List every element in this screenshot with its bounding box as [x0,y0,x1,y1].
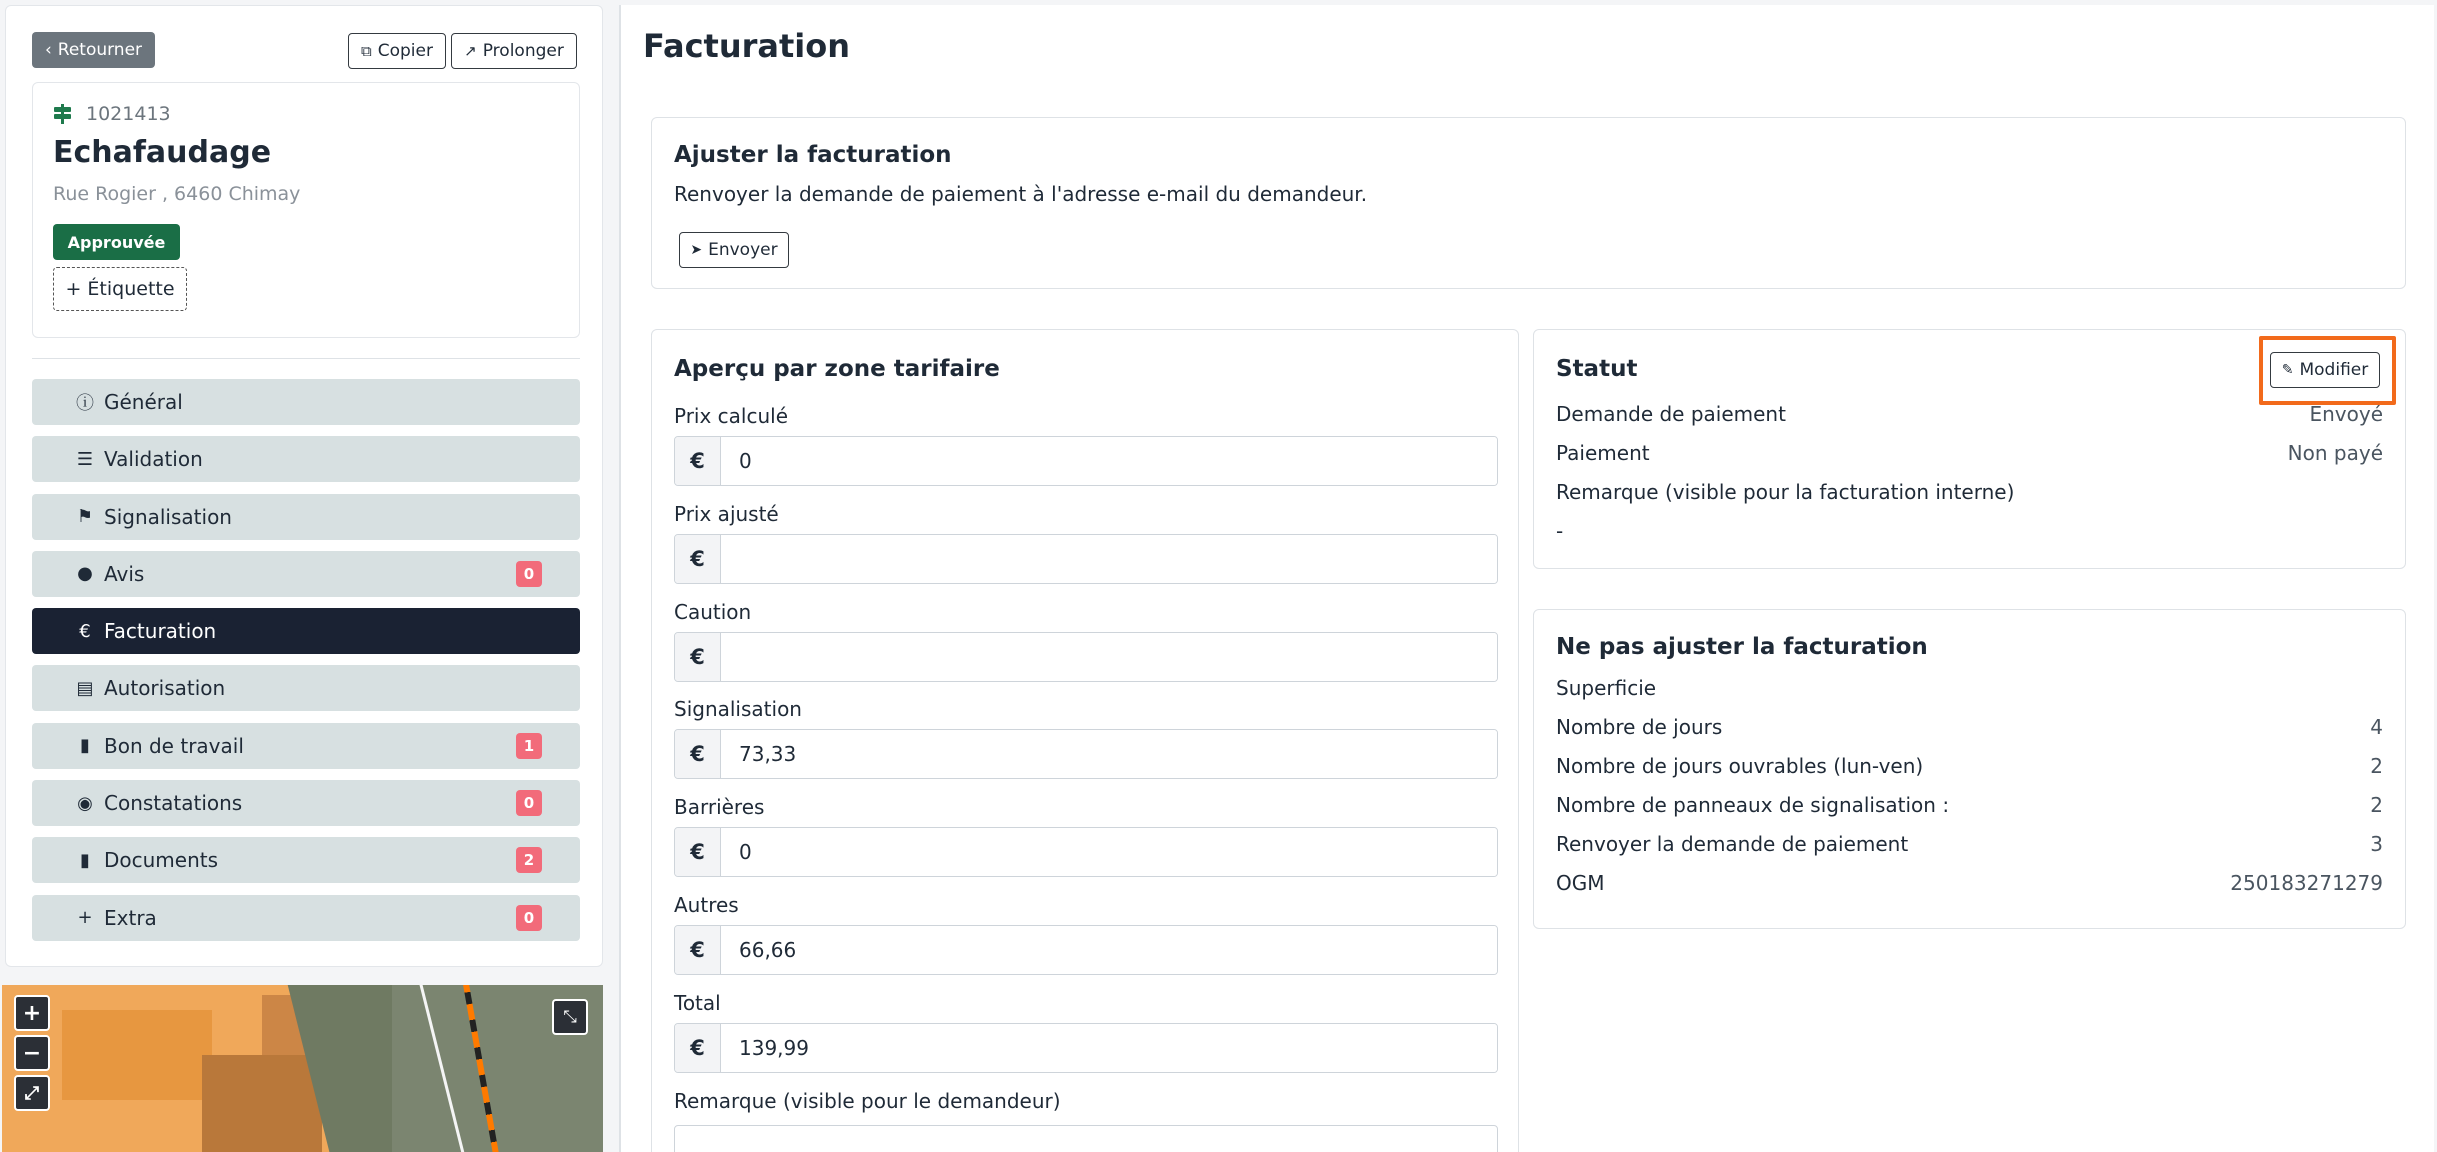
info-row [1556,754,2383,778]
euro-icon: € [675,1024,721,1072]
signpost-icon: ⚑ [76,506,94,528]
euro-icon: € [675,926,721,974]
status-badge: Approuvée [53,224,180,260]
no-adjust-billing-card [1533,609,2406,929]
back-button[interactable] [32,32,155,68]
share-icon: ↗ [464,42,477,60]
info-key: Nombre de jours [1556,715,1723,739]
sidebar-item-general[interactable] [32,379,580,425]
request-panel [5,5,603,967]
map-parcel [202,1055,322,1152]
field-label: Autres [674,893,739,917]
adjust-billing-title: Ajuster la facturation [674,142,952,168]
tariff-zone-title: Aperçu par zone tarifaire [674,356,1000,382]
sidebar-item-label: Général [104,390,183,414]
copy-button[interactable] [348,33,446,69]
info-key: Nombre de jours ouvrables (lun-ven) [1556,754,1924,778]
euro-icon: € [79,620,91,642]
file-check-icon: ▤ [76,677,94,699]
field-label: Barrières [674,795,765,819]
info-row [1556,832,2383,856]
checklist-icon: ☰ [76,448,94,470]
eye-icon: ◉ [77,792,93,814]
count-badge: 2 [516,847,542,873]
highlight-box [2259,336,2396,405]
others-field [674,925,1498,975]
euro-icon: € [675,437,721,485]
info-value: 2 [2370,754,2383,778]
sidebar-item-documents[interactable] [32,837,580,883]
signalisation-field [674,729,1498,779]
chevron-left-icon: ‹ [44,40,52,60]
billing-main [619,5,2434,1152]
deposit-field [674,632,1498,682]
sidebar-item-autorisation[interactable] [32,665,580,711]
info-row [1556,715,2383,739]
location-map[interactable] [2,985,603,1152]
document-icon: ▮ [80,849,90,871]
sidebar-item-validation[interactable] [32,436,580,482]
count-badge: 0 [516,790,542,816]
signalisation-input[interactable] [721,730,1497,778]
field-label: Prix ajusté [674,502,779,526]
copy-button-label: Copier [377,41,433,61]
field-label: Signalisation [674,697,802,721]
barriers-field [674,827,1498,877]
reference-line [53,103,171,125]
deposit-input[interactable] [721,633,1497,681]
sidebar-item-label: Signalisation [104,504,232,529]
send-button[interactable] [679,232,789,268]
map-parcel [62,1010,212,1100]
sidebar-item-bon-de-travail[interactable] [32,723,580,769]
page-title: Facturation [643,27,851,65]
copy-icon: ⧉ [361,42,372,60]
plus-icon: + [77,907,93,929]
euro-icon: € [675,730,721,778]
info-value: 4 [2370,715,2383,739]
euro-icon: € [675,633,721,681]
back-button-label: Retourner [57,40,143,60]
info-key: Renvoyer la demande de paiement [1556,832,1909,856]
sidebar-item-label: Validation [104,447,203,472]
sidebar-item-avis[interactable] [32,551,580,597]
request-summary-card [32,82,580,338]
send-button-label: Envoyer [708,240,778,260]
status-key: Paiement [1556,441,1650,465]
info-key: OGM [1556,871,1605,895]
remark-field[interactable] [674,1125,1498,1152]
sidebar-item-label: Documents [104,848,219,873]
fullscreen-icon[interactable]: ⤢ [14,1075,50,1111]
total-input[interactable] [721,1024,1497,1072]
info-icon: ⓘ [76,393,94,414]
field-label: Prix calculé [674,404,789,428]
extend-button[interactable] [451,33,577,69]
euro-icon: € [675,535,721,583]
calculated-price-input[interactable] [721,437,1497,485]
internal-remark-label: Remarque (visible pour la facturation interne) [1556,480,2015,504]
status-value: Non payé [2287,441,2383,465]
info-value: 250183271279 [2230,871,2383,895]
info-row [1556,676,2383,700]
comment-icon: ● [77,563,93,585]
info-key: Nombre de panneaux de signalisation : [1556,793,1950,817]
sidebar-item-label: Extra [104,905,157,930]
total-field [674,1023,1498,1073]
sidebar-item-signalisation[interactable] [32,494,580,540]
add-tag-button[interactable]: + Étiquette [53,267,187,311]
status-value: Envoyé [2309,402,2383,426]
status-row [1556,402,2383,426]
divider [32,358,580,359]
adjusted-price-input[interactable] [721,535,1497,583]
sidebar-item-label: Facturation [104,619,217,644]
sidebar-item-constatations[interactable] [32,780,580,826]
others-input[interactable] [721,926,1497,974]
edit-button-label: Modifier [2299,360,2369,380]
file-icon: ▮ [80,735,90,757]
sidebar-item-label: Constatations [104,791,243,816]
zoom-in-button[interactable]: + [14,995,50,1031]
request-title: Echafaudage [53,135,272,170]
collapse-icon[interactable]: ⤡ [552,999,588,1035]
barriers-input[interactable] [721,828,1497,876]
request-address: Rue Rogier , 6460 Chimay [53,183,301,205]
pencil-icon: ✎ [2281,362,2294,378]
sidebar-item-label: Autorisation [104,676,226,701]
send-icon: ➤ [690,242,703,258]
reference-number: 1021413 [86,103,171,125]
info-row [1556,871,2383,895]
tariff-zone-card [651,329,1519,1152]
adjust-billing-card [651,117,2406,289]
status-row [1556,441,2383,465]
field-label: Total [674,991,721,1015]
sidebar-nav [32,379,580,952]
calculated-price-field [674,436,1498,486]
info-row [1556,793,2383,817]
info-value: 2 [2370,793,2383,817]
extend-button-label: Prolonger [482,41,564,61]
field-label: Caution [674,600,752,624]
count-badge: 1 [516,733,542,759]
status-key: Demande de paiement [1556,402,1786,426]
signpost-icon [53,104,72,124]
adjusted-price-field [674,534,1498,584]
count-badge: 0 [516,905,542,931]
sidebar-item-label: Bon de travail [104,733,244,758]
sidebar-item-facturation[interactable] [32,608,580,654]
sidebar-item-label: Avis [104,561,145,586]
no-adjust-title: Ne pas ajuster la facturation [1556,634,1928,660]
status-title: Statut [1556,356,1638,382]
zoom-out-button[interactable]: − [14,1035,50,1071]
info-key: Superficie [1556,676,1657,700]
sidebar-item-extra[interactable] [32,895,580,941]
internal-remark-value: - [1556,519,1564,543]
info-value: 3 [2370,832,2383,856]
euro-icon: € [675,828,721,876]
count-badge: 0 [516,561,542,587]
remark-label: Remarque (visible pour le demandeur) [674,1089,1061,1113]
adjust-billing-text: Renvoyer la demande de paiement à l'adresse e-mail du demandeur. [674,182,1368,206]
